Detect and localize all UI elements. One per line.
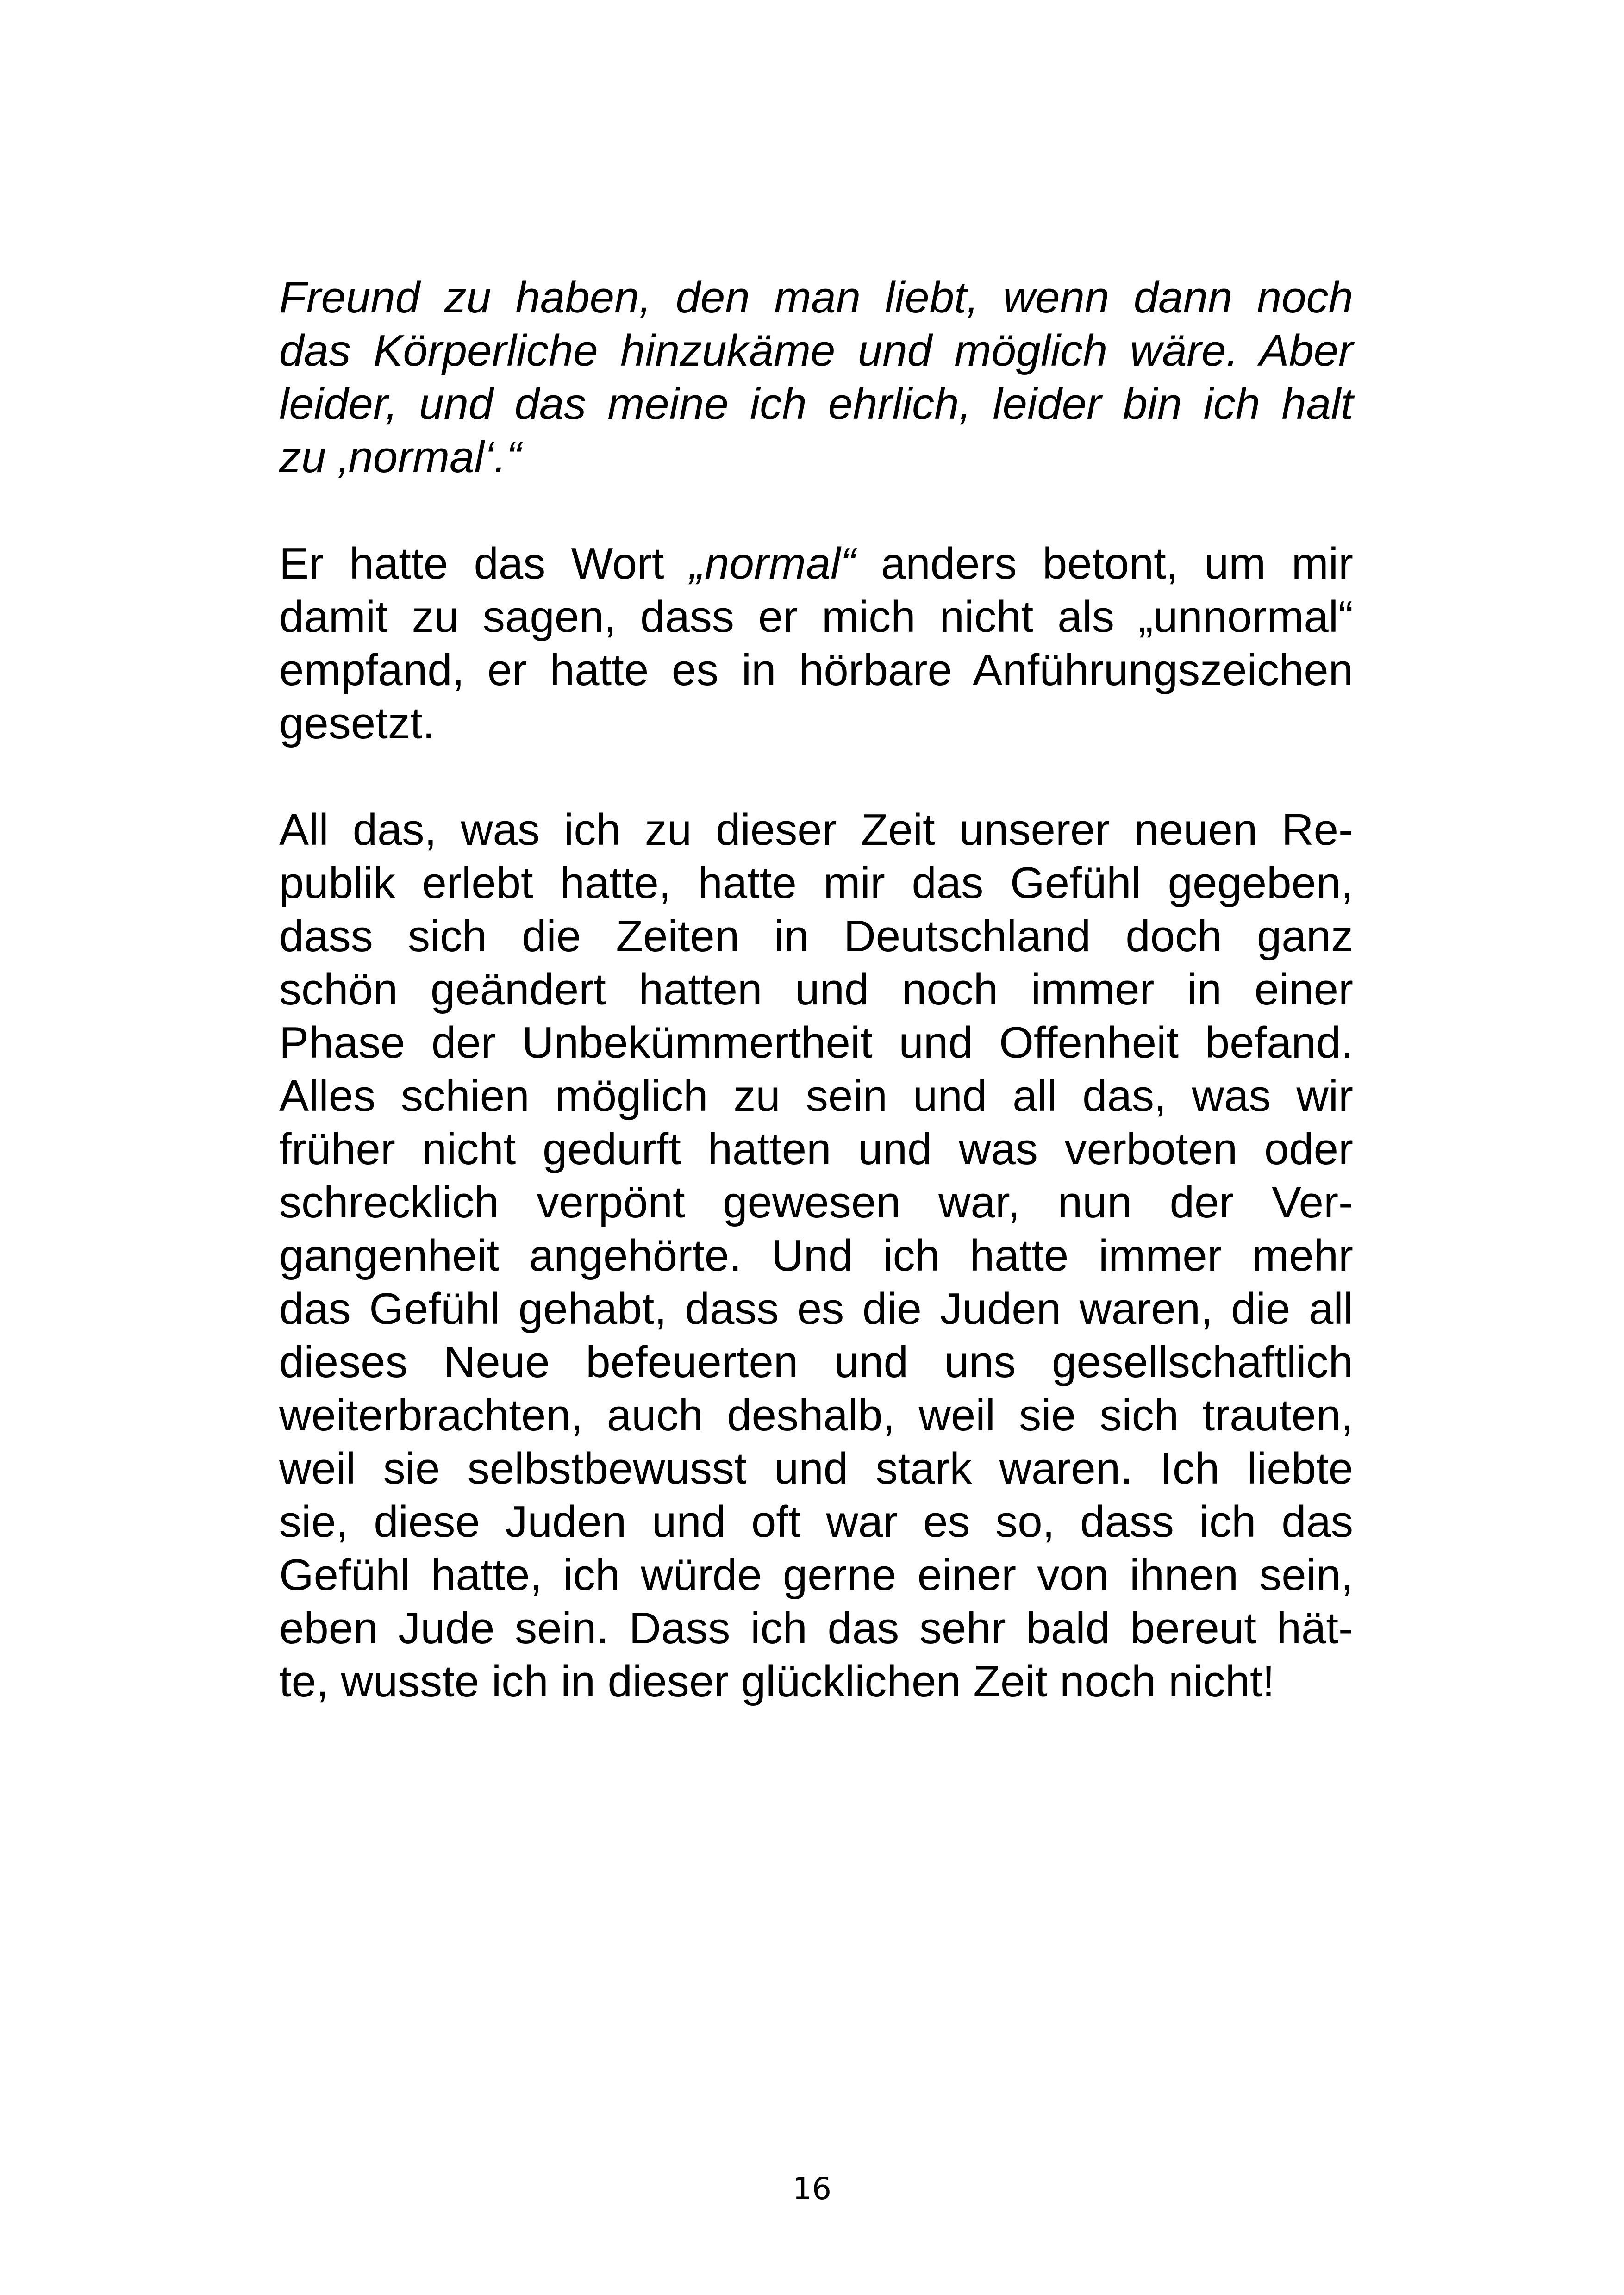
paragraph-1 [279,271,1353,484]
text-line: te, wusste ich in dieser glücklichen Zeit noch nicht! [279,1657,1275,1706]
text-line: zu ‚normal‘.“ [279,432,521,482]
text-line: gangenheit angehörte. Und ich hatte immer mehr [279,1231,1353,1280]
body-text [279,271,1353,1761]
text-line: früher nicht gedurft hatten und was verboten oder [279,1124,1353,1174]
text-line: schrecklich verpönt gewesen war, nun der Ver- [279,1178,1353,1227]
text-line: eben Jude sein. Dass ich das sehr bald bereut hät- [279,1603,1353,1653]
text-line: sie, diese Juden und oft war es so, dass ich das [279,1497,1353,1547]
text-line: schön geändert hatten und noch immer in einer [279,965,1353,1014]
paragraph-2 [279,537,1353,750]
page-number: 16 [793,2171,831,2207]
text-line: gesetzt. [279,698,435,748]
text-line: All das, was ich zu dieser Zeit unserer neuen Re- [279,805,1353,854]
text-segment: Er hatte das Wort [279,539,690,588]
text-line: dass sich die Zeiten in Deutschland doch ganz [279,911,1353,961]
text-line: Alles schien möglich zu sein und all das, was wir [279,1071,1353,1121]
text-line: publik erlebt hatte, hatte mir das Gefühl gegeben, [279,858,1353,908]
emphasized-word: „normal“ [690,539,856,588]
text-line: das Gefühl gehabt, dass es die Juden waren, die all [279,1284,1353,1334]
text-line-mixed [279,537,1353,590]
text-line: das Körperliche hinzukäme und möglich wäre. Aber [279,326,1353,375]
text-line: Freund zu haben, den man liebt, wenn dann noch [279,273,1353,322]
text-line: empfand, er hatte es in hörbare Anführungszeichen [279,645,1353,695]
text-line: leider, und das meine ich ehrlich, leider bin ich halt [279,379,1353,429]
text-line: weiterbrachten, auch deshalb, weil sie sich trauten, [279,1391,1353,1440]
text-line: Gefühl hatte, ich würde gerne einer von ihnen sein, [279,1550,1353,1600]
text-line: dieses Neue befeuerten und uns gesellschaftlich [279,1337,1353,1387]
text-segment: anders betont, um mir [855,539,1353,588]
text-line: damit zu sagen, dass er mich nicht als „unnormal“ [279,592,1353,642]
text-line: weil sie selbstbewusst und stark waren. Ich liebte [279,1444,1353,1493]
text-line: Phase der Unbekümmertheit und Offenheit befand. [279,1018,1353,1067]
paragraph-3 [279,803,1353,1708]
